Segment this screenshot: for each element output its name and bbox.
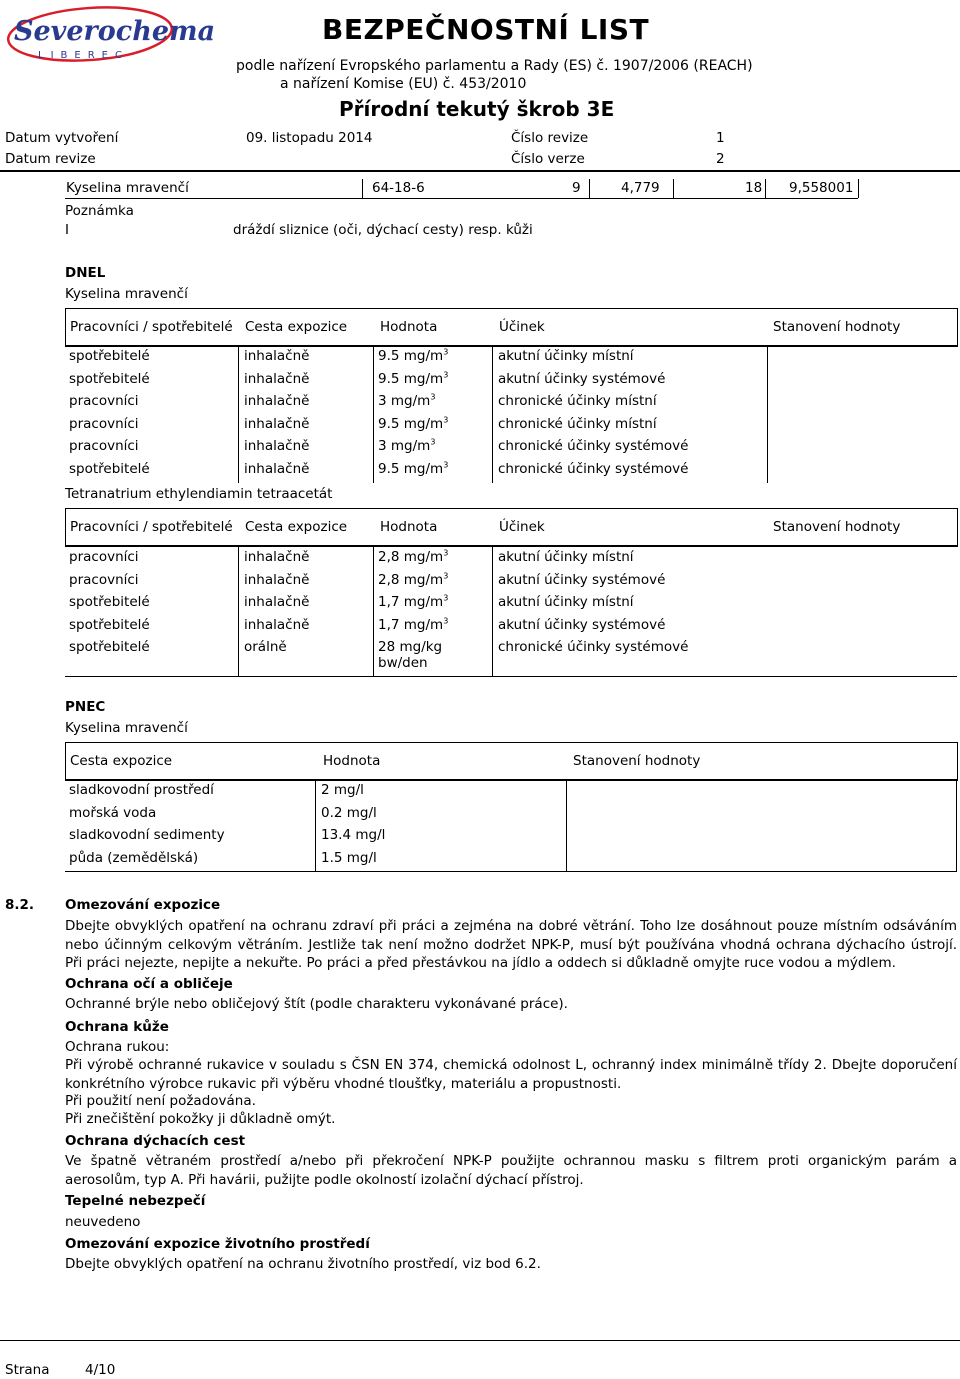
cell-who: spotřebitelé xyxy=(69,639,150,656)
cell-who: spotřebitelé xyxy=(69,370,150,387)
cell-who: pracovníci xyxy=(69,393,139,410)
cell-value: 2 mg/l xyxy=(321,782,364,798)
skin-protection-title: Ochrana kůže xyxy=(65,1019,169,1035)
unit-exponent: 3 xyxy=(443,616,449,626)
header-effect: Účinek xyxy=(499,319,545,335)
cell-value: 1.5 mg/l xyxy=(321,849,377,866)
cell-route: sladkovodní sedimenty xyxy=(69,827,225,844)
skin-protection-hands: Ochrana rukou: xyxy=(65,1039,170,1055)
header-route: Cesta expozice xyxy=(245,319,348,335)
cell-effect: chronické účinky systémové xyxy=(498,438,689,455)
header-value: Hodnota xyxy=(380,519,438,535)
note-key: I xyxy=(65,222,69,238)
cell-effect: chronické účinky systémové xyxy=(498,461,689,477)
cell-value: 28 mg/kg bw/den xyxy=(378,639,443,672)
header-determination: Stanovení hodnoty xyxy=(773,319,901,335)
header-route: Cesta expozice xyxy=(245,519,348,535)
cell-effect: akutní účinky systémové xyxy=(498,370,666,387)
pnec-heading: PNEC xyxy=(65,699,106,715)
cell-value: 1,7 $mg/m^3$ xyxy=(378,616,449,633)
cell-value: 3 $mg/m^3$ xyxy=(378,437,436,455)
env-exposure-title: Omezování expozice životního prostředí xyxy=(65,1236,370,1252)
dnel-table-header-1 xyxy=(65,308,958,347)
header-value: Hodnota xyxy=(380,319,438,335)
header-determination: Stanovení hodnoty xyxy=(773,519,901,535)
cell-effect: chronické účinky místní xyxy=(498,393,657,410)
unit-exponent: 3 xyxy=(443,347,449,357)
cell-value: 0.2 mg/l xyxy=(321,804,377,821)
cell-effect: chronické účinky systémové xyxy=(498,639,689,656)
unit-exponent: 3 xyxy=(443,370,449,380)
substance-value-2: 4,779 xyxy=(621,180,660,196)
thermal-hazard-title: Tepelné nebezpečí xyxy=(65,1193,206,1209)
company-logo xyxy=(4,4,216,64)
header-divider xyxy=(0,170,960,172)
unit-exponent: 3 xyxy=(443,415,449,425)
cell-who: spotřebitelé xyxy=(69,616,150,633)
logo-text: Severochema xyxy=(14,16,216,47)
respiratory-protection-title: Ochrana dýchacích cest xyxy=(65,1133,246,1149)
cell-route: inhalačně xyxy=(244,393,310,410)
cell-route: inhalačně xyxy=(244,549,310,565)
cell-route: sladkovodní prostředí xyxy=(69,782,214,798)
cell-route: orálně xyxy=(244,639,287,656)
page-label: Strana xyxy=(5,1362,50,1378)
cell-who: spotřebitelé xyxy=(69,594,150,611)
section-number: 8.2. xyxy=(5,897,35,913)
version-value: 2 xyxy=(716,151,725,167)
logo-subtext: LIBEREC xyxy=(38,50,129,61)
regulation-line-1: podle nařízení Evropského parlamentu a Rady (ES) č. 1907/2006 (REACH) xyxy=(236,58,753,74)
cell-who: pracovníci xyxy=(69,415,139,432)
env-exposure-text: Dbejte obvyklých opatření na ochranu životního prostředí, viz bod 6.2. xyxy=(65,1256,541,1272)
section-intro: Dbejte obvyklých opatření na ochranu zdraví při práci a zejména na dobré větrání. Toho lze dosáhnout pouze místním odsáváním nebo účinným celkovým větráním. Jestliže tak není možno dodržet NPK-P, musí být používána vhodná ochrana dýchacího ústrojí. Při práci nejezte, nepijte a nekuřte. Po práci a před přestávkou na jídlo a oddech si důkladně omyjte ruce vodou a mýdlem. xyxy=(65,918,957,971)
cell-value: 9.5 $mg/m^3$ xyxy=(378,460,449,477)
version-label: Číslo verze xyxy=(511,151,585,167)
cell-route: inhalačně xyxy=(244,616,310,633)
cell-route: inhalačně xyxy=(244,415,310,432)
unit-exponent: 3 xyxy=(443,548,449,558)
note-label: Poznámka xyxy=(65,203,134,219)
cell-value-line-2: bw/den xyxy=(378,655,428,672)
cell-value: 3 $mg/m^3$ xyxy=(378,392,436,410)
unit-exponent: 3 xyxy=(430,437,436,447)
unit-exponent: 3 xyxy=(443,571,449,581)
cell-effect: chronické účinky místní xyxy=(498,415,657,432)
header-who: Pracovníci / spotřebitelé xyxy=(70,519,233,535)
substance-name: Kyselina mravenčí xyxy=(66,180,189,196)
cell-route: inhalačně xyxy=(244,461,310,477)
substance-value-1: 9 xyxy=(572,180,581,196)
unit-exponent: 3 xyxy=(443,460,449,470)
cell-effect: akutní účinky systémové xyxy=(498,616,666,633)
skin-protection-use: Při použití není požadována. xyxy=(65,1093,256,1109)
cell-route: mořská voda xyxy=(69,804,157,821)
unit-exponent: 3 xyxy=(443,593,449,603)
revision-date-label: Datum revize xyxy=(5,151,96,167)
cell-effect: akutní účinky místní xyxy=(498,549,634,565)
cell-effect: akutní účinky místní xyxy=(498,594,634,611)
cell-value: 2,8 $mg/m^3$ xyxy=(378,571,449,588)
cell-who: pracovníci xyxy=(69,571,139,588)
revision-number-label: Číslo revize xyxy=(511,130,589,146)
substance-cas: 64-18-6 xyxy=(372,180,425,196)
cell-value: 1,7 $mg/m^3$ xyxy=(378,593,449,611)
header-effect: Účinek xyxy=(499,519,545,535)
cell-value: 9.5 $mg/m^3$ xyxy=(378,370,449,387)
substance-value-4: 9,558001 xyxy=(789,180,854,196)
page-number: 4/10 xyxy=(85,1362,116,1378)
skin-protection-gloves: Při výrobě ochranné rukavice v souladu s ČSN EN 374, chemická odolnost L, ochranný index minimálně třídy 2. Dbejte doporučení konkrétního výrobce rukavic při výběru vhodné tloušťky, materiálu a propustnosti. xyxy=(65,1057,957,1092)
cell-route: inhalačně xyxy=(244,594,310,611)
cell-value: 9.5 $mg/m^3$ xyxy=(378,415,449,432)
cell-route: půda (zemědělská) xyxy=(69,849,199,866)
cell-value: 9.5 $mg/m^3$ xyxy=(378,347,449,364)
header-route: Cesta expozice xyxy=(70,753,173,769)
revision-number-value: 1 xyxy=(716,130,725,146)
substance-value-3: 18 xyxy=(745,180,763,196)
note-text: dráždí sliznice (oči, dýchací cesty) resp. kůži xyxy=(233,222,533,238)
cell-who: spotřebitelé xyxy=(69,348,150,364)
footer-divider xyxy=(0,1340,960,1341)
unit-exponent: 3 xyxy=(430,392,436,402)
product-name: Přírodní tekutý škrob 3E xyxy=(339,97,615,121)
dnel-heading: DNEL xyxy=(65,265,106,281)
eye-protection-text: Ochranné brýle nebo obličejový štít (podle charakteru vykonávané práce). xyxy=(65,996,568,1012)
cell-who: pracovníci xyxy=(69,549,139,565)
created-label: Datum vytvoření xyxy=(5,130,119,146)
regulation-line-2: a nařízení Komise (EU) č. 453/2010 xyxy=(280,76,527,92)
cell-value: 2,8 $mg/m^3$ xyxy=(378,548,449,565)
dnel-substance-1: Kyselina mravenčí xyxy=(65,286,188,302)
cell-value: 13.4 mg/l xyxy=(321,827,386,844)
pnec-substance: Kyselina mravenčí xyxy=(65,720,188,736)
pnec-table-header xyxy=(65,742,958,781)
cell-who: pracovníci xyxy=(69,438,139,455)
header-value: Hodnota xyxy=(323,753,381,769)
cell-route: inhalačně xyxy=(244,348,310,364)
dnel-table-header-2 xyxy=(65,508,958,547)
created-value: 09. listopadu 2014 xyxy=(246,130,373,146)
dnel-substance-2: Tetranatrium ethylendiamin tetraacetát xyxy=(65,486,333,502)
thermal-hazard-text: neuvedeno xyxy=(65,1214,141,1230)
skin-protection-contamination: Při znečištění pokožky ji důkladně omýt. xyxy=(65,1111,336,1127)
header-who: Pracovníci / spotřebitelé xyxy=(70,319,233,335)
cell-route: inhalačně xyxy=(244,370,310,387)
section-title: Omezování expozice xyxy=(65,897,221,913)
cell-who: spotřebitelé xyxy=(69,461,150,477)
document-title: BEZPEČNOSTNÍ LIST xyxy=(322,13,650,46)
cell-effect: akutní účinky systémové xyxy=(498,571,666,588)
cell-route: inhalačně xyxy=(244,438,310,455)
respiratory-protection-text: Ve špatně větraném prostředí a/nebo při překročení NPK-P použijte ochrannou masku s filtrem proti organickým parám a aerosolům, typ A. Při havárii, pužijte podle okolností izolační dýchací přístroj. xyxy=(65,1153,957,1188)
cell-route: inhalačně xyxy=(244,571,310,588)
header-determination: Stanovení hodnoty xyxy=(573,753,701,769)
eye-protection-title: Ochrana očí a obličeje xyxy=(65,976,233,992)
cell-effect: akutní účinky místní xyxy=(498,348,634,364)
